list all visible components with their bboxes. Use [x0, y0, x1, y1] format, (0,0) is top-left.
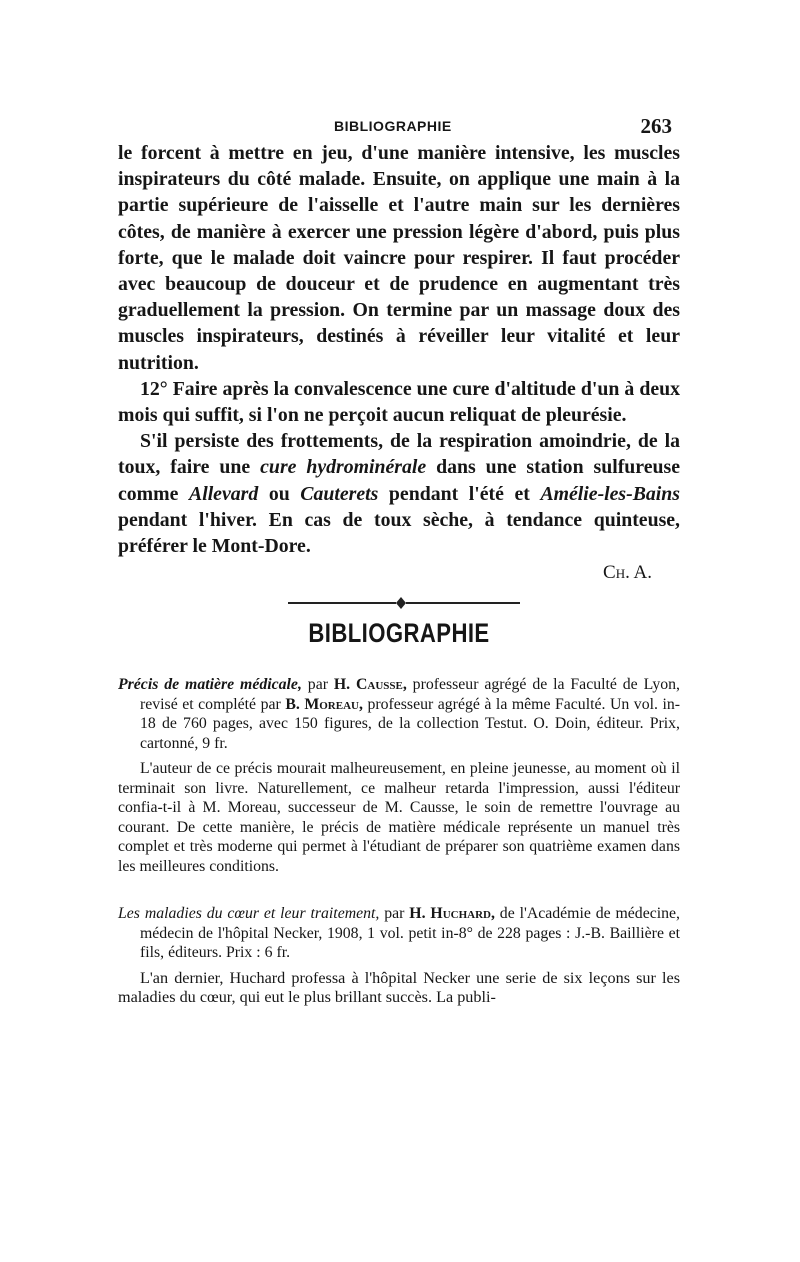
review-1-details: professeur agrégé de la Faculté de Lyon, revisé et complété par: [140, 676, 680, 713]
signature: Ch. A.: [603, 562, 652, 584]
review-2-by: par: [379, 905, 410, 923]
paragraph-1: le forcent à mettre en jeu, d'une manière intensive, les muscles inspirateurs du côté malade. Ensuite, on applique une main à la partie supérieure de l'aisselle et l'autre main sur les dernières côtes, de manière à exercer une pression légère d'abord, puis plus forte, que le malade doit vaincre pour respirer. Il faut procéder avec beaucoup de douceur et de prudence en augmentant très graduellement la pression. On termine par un massage doux des muscles inspirateurs, destinés à réveiller leur vitalité et leur nutrition.: [118, 142, 680, 374]
body-text: [118, 140, 680, 586]
review-2-author: H. Huchard,: [409, 905, 495, 923]
review-1-details-2: professeur agrégé à la même Faculté. Un vol. in-18 de 760 pages, avec 150 figures, de la collection Testut. O. Doin, éditeur. Prix, cartonné, 9 fr.: [140, 695, 681, 752]
review-1-author-2: B. Moreau,: [285, 695, 363, 713]
review-1-book-title: Précis de matière médicale,: [118, 676, 302, 694]
review-2-book-title: Les maladies du cœur et leur traitement,: [118, 905, 380, 923]
page: [118, 112, 680, 1008]
review-1-header: [118, 675, 680, 753]
review-1-by: par: [301, 676, 334, 694]
section-title: BIBLIOGRAPHIE: [308, 618, 490, 649]
divider-line-left: [288, 602, 396, 604]
running-head-title: BIBLIOGRAPHIE: [334, 118, 452, 134]
paragraph-3-text-e: ou: [258, 482, 301, 505]
emphasis-cauterets: Cauterets: [300, 482, 379, 505]
review-1-text: L'auteur de ce précis mourait malheureusement, en pleine jeunesse, au moment où il terminait son livre. Naturellement, ce malheur retarda l'impression, aussi l'éditeur confia-t-il à M. Moreau, successeur de M. Causse, le soin de remettre l'ouvrage au courant. De cette manière, le précis de matière médicale représente un manuel très complet et très moderne qui permet à l'étudiant de préparer son quatrième examen dans les meilleures conditions.: [118, 760, 680, 875]
emphasis-cure-hydrominerale: cure hydrominérale: [260, 456, 427, 479]
paragraph-3-text-c: dans une station sulfureuse comme: [118, 456, 680, 505]
emphasis-allevard: Allevard: [189, 482, 259, 505]
emphasis-amelie-les-bains: Amélie-les-Bains: [540, 482, 680, 505]
review-2-details: de l'Académie de médecine, médecin de l'hôpital Necker, 1908, 1 vol. petit in-8° de 228 pages : J.-B. Baillière et fils, éditeurs. Prix : 6 fr.: [140, 905, 680, 962]
review-gap: [118, 876, 680, 904]
section-divider: [288, 596, 520, 610]
divider-line-right: [406, 602, 520, 604]
paragraph-3-text-i: pendant l'hiver. En cas de toux sèche, à tendance quinteuse, préférer le Mont-Dore.: [118, 508, 680, 558]
running-head: [118, 112, 680, 140]
paragraph-3: [118, 428, 680, 559]
page-number: 263: [640, 114, 672, 138]
paragraph-2: 12° Faire après la convalescence une cure d'altitude d'un à deux mois qui suffit, si l'on ne perçoit aucun reliquat de pleurésie.: [118, 377, 680, 427]
reviews: [118, 675, 680, 1008]
review-2-header: [118, 904, 680, 963]
review-1-author: H. Causse,: [333, 676, 407, 694]
paragraph-3-text-g: pendant l'été et: [378, 482, 541, 505]
paragraph-3-text-a: S'il persiste des frottements, de la respiration amoindrie, de la toux, faire une: [118, 430, 680, 479]
review-2-text: L'an dernier, Huchard professa à l'hôpital Necker une serie de six leçons sur les maladies du cœur, qui eut le plus brillant succès. La publi-: [118, 968, 680, 1007]
